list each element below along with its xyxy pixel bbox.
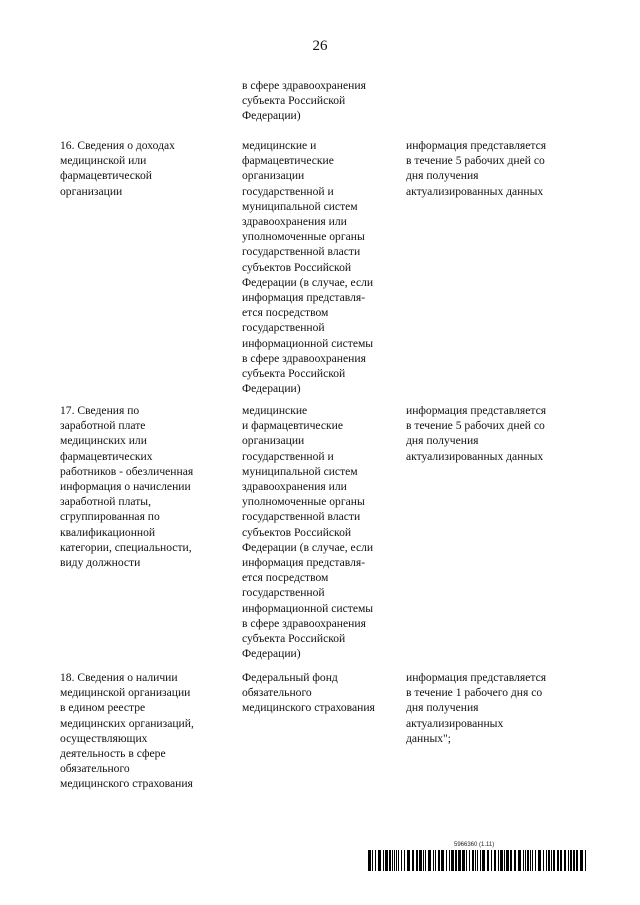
barcode-bar bbox=[530, 850, 531, 871]
barcode-bar bbox=[557, 850, 559, 871]
barcode-bar bbox=[438, 850, 440, 871]
barcode-bar bbox=[396, 850, 397, 871]
barcode-bar bbox=[553, 850, 555, 871]
barcode-bar bbox=[433, 850, 434, 871]
barcode-bar bbox=[392, 850, 393, 871]
barcode-bar bbox=[525, 850, 526, 871]
barcode-bar bbox=[412, 850, 414, 871]
barcode-bar bbox=[425, 850, 426, 871]
barcode-bar bbox=[576, 850, 578, 871]
barcode-bar bbox=[368, 850, 371, 871]
barcode-bar bbox=[466, 850, 467, 871]
barcode-bar bbox=[472, 850, 474, 871]
barcode-bar bbox=[407, 850, 410, 871]
barcode-bar bbox=[389, 850, 391, 871]
barcode-bar bbox=[451, 850, 454, 871]
barcode-bar bbox=[546, 850, 547, 871]
barcode-bar bbox=[551, 850, 552, 871]
barcode-bar bbox=[469, 850, 470, 871]
barcode-bar bbox=[428, 850, 431, 871]
barcode-bar bbox=[527, 850, 529, 871]
barcode-bar bbox=[580, 850, 583, 871]
barcode-bar bbox=[532, 850, 533, 871]
barcode-bar bbox=[394, 850, 395, 871]
row-16-item: 16. Сведения о доходах медицинской или фармацевтической организации bbox=[60, 139, 175, 198]
barcode-bar bbox=[416, 850, 418, 871]
barcode-bar bbox=[458, 850, 461, 871]
barcode-bar bbox=[500, 850, 503, 871]
page-number: 26 bbox=[312, 38, 328, 54]
barcode-bar bbox=[475, 850, 476, 871]
barcode-bar bbox=[385, 850, 388, 871]
barcode-bar bbox=[494, 850, 496, 871]
barcode-bar bbox=[543, 850, 544, 871]
row-17-timing: информация представляется в течение 5 рабочих дней со дня получения актуализированных данных bbox=[406, 404, 547, 463]
row-16-timing: информация представляется в течение 5 рабочих дней со дня получения актуализированных данных bbox=[406, 139, 547, 198]
barcode-bar bbox=[504, 850, 505, 871]
barcode-bar bbox=[564, 850, 566, 871]
barcode-bar bbox=[573, 850, 575, 871]
barcode-bar bbox=[506, 850, 509, 871]
barcode-bar bbox=[480, 850, 481, 871]
barcode-bar bbox=[441, 850, 444, 871]
barcode-bar bbox=[535, 850, 536, 871]
barcode-bar bbox=[487, 850, 489, 871]
barcode-bar bbox=[510, 850, 512, 871]
barcode-bar bbox=[477, 850, 478, 871]
barcode-bar bbox=[383, 850, 384, 871]
barcode-image bbox=[368, 850, 586, 871]
barcode-bar bbox=[538, 850, 541, 871]
row-18-source: Федеральный фонд обязательного медицинского страхования bbox=[242, 671, 375, 715]
barcode-bar bbox=[514, 850, 516, 871]
row-17-item: 17. Сведения по заработной плате медицинских или фармацевтических работников - обезличенная информация о начислении заработной платы, сгруппированная по квалификационной категории, специальности, виду должности bbox=[60, 404, 194, 570]
barcode-bar bbox=[378, 850, 381, 871]
row-18-timing: информация представляется в течение 1 рабочего дня со дня получения актуализированных данных"; bbox=[406, 671, 547, 745]
barcode-bar bbox=[498, 850, 499, 871]
barcode-bar bbox=[449, 850, 450, 871]
row-18-item: 18. Сведения о наличии медицинской организации в едином реестре медицинских организаций, осуществляющих деятельность в сфере обязательного медицинского страхования bbox=[60, 671, 194, 791]
barcode-bar bbox=[419, 850, 422, 871]
row-17-source: медицинские и фармацевтические организации государственной и муниципальной систем здравоохранения или уполномоченные органы государственной власти субъектов Российской Федерации (в случае, если информация представля- ется посредством государственной информационной системы в сфере здравоохранения субъекта Российской Федерации) bbox=[242, 404, 374, 661]
row-16-source: медицинские и фармацевтические организации государственной и муниципальной систем здравоохранения или уполномоченные органы государственной власти субъектов Российской Федерации (в случае, если информация представля- ется посредством государственной информационной системы в сфере здравоохранения субъекта Российской Федерации) bbox=[242, 139, 374, 396]
barcode-bar bbox=[435, 850, 436, 871]
barcode-bar bbox=[375, 850, 376, 871]
barcode-bar bbox=[482, 850, 485, 871]
barcode-bar bbox=[585, 850, 586, 871]
barcode-bar bbox=[401, 850, 402, 871]
barcode-bar bbox=[491, 850, 492, 871]
barcode-bar bbox=[560, 850, 562, 871]
barcode-bar bbox=[518, 850, 521, 871]
barcode-label: 5966360 (1.11) bbox=[454, 842, 495, 848]
barcode-bar bbox=[462, 850, 465, 871]
barcode-bar bbox=[398, 850, 399, 871]
barcode-bar bbox=[372, 850, 373, 871]
barcode-bar bbox=[523, 850, 524, 871]
barcode-bar bbox=[446, 850, 447, 871]
barcode-bar bbox=[568, 850, 569, 871]
barcode-bar bbox=[404, 850, 405, 871]
row-0-source: в сфере здравоохранения субъекта Российской Федерации) bbox=[242, 79, 366, 123]
barcode-bar bbox=[548, 850, 550, 871]
barcode-bar bbox=[455, 850, 457, 871]
barcode-bar bbox=[570, 850, 572, 871]
barcode-bar bbox=[423, 850, 424, 871]
